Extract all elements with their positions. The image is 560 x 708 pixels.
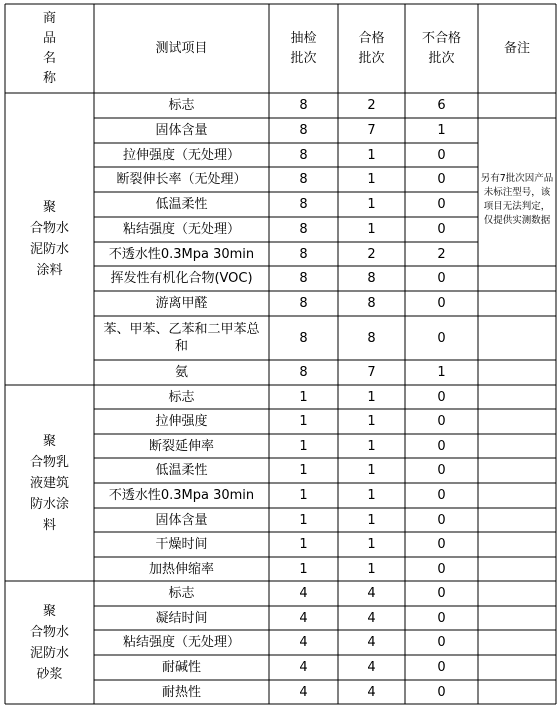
failed-batches: 2 (437, 246, 446, 262)
failed-batches: 0 (437, 389, 446, 405)
sampled-batches: 1 (299, 488, 308, 503)
failed-batches: 0 (437, 561, 446, 577)
test-item: 挥发性有机化合物(VOC) (110, 271, 253, 286)
test-item: 标志 (168, 389, 195, 405)
failed-batches: 0 (437, 271, 446, 286)
sampled-batches: 8 (299, 246, 308, 262)
passed-batches: 4 (367, 586, 376, 601)
failed-batches: 0 (437, 147, 446, 163)
failed-batches: 0 (437, 610, 446, 626)
sampled-batches: 4 (299, 635, 308, 650)
header-product-name: 商 品 名 称 (42, 10, 56, 86)
product-category: 聚 合物水 泥防水 砂浆 (29, 603, 69, 682)
failed-batches: 0 (437, 438, 446, 454)
header-test-item: 测试项目 (155, 40, 208, 56)
passed-batches: 2 (367, 246, 376, 262)
failed-batches: 6 (437, 98, 446, 113)
sampled-batches: 8 (299, 271, 308, 286)
failed-batches: 0 (437, 330, 446, 346)
passed-batches: 1 (367, 197, 376, 212)
passed-batches: 1 (367, 463, 376, 478)
failed-batches: 0 (437, 635, 446, 650)
sampled-batches: 8 (299, 330, 308, 346)
test-item: 低温柔性 (155, 197, 208, 212)
sampled-batches: 8 (299, 222, 308, 237)
passed-batches: 1 (367, 414, 376, 429)
sampled-batches: 1 (299, 414, 308, 429)
test-item: 拉伸强度（无处理） (122, 147, 240, 163)
sampled-batches: 1 (299, 561, 308, 577)
passed-batches: 4 (367, 635, 376, 650)
header-remark: 备注 (503, 40, 530, 56)
sampled-batches: 8 (299, 123, 308, 138)
passed-batches: 4 (367, 610, 376, 626)
passed-batches: 2 (367, 98, 376, 113)
passed-batches: 7 (367, 365, 376, 380)
failed-batches: 1 (437, 365, 446, 380)
test-item: 标志 (168, 586, 195, 601)
test-item: 拉伸强度 (155, 414, 208, 429)
sampled-batches: 8 (299, 296, 308, 311)
failed-batches: 0 (437, 463, 446, 478)
failed-batches: 0 (437, 172, 446, 187)
sampled-batches: 8 (299, 147, 308, 163)
sampled-batches: 8 (299, 365, 308, 380)
passed-batches: 1 (367, 222, 376, 237)
failed-batches: 0 (437, 197, 446, 212)
test-item: 固体含量 (155, 512, 208, 528)
passed-batches: 1 (367, 172, 376, 187)
test-item: 耐热性 (161, 684, 201, 700)
test-item: 断裂延伸率 (148, 438, 214, 454)
sampled-batches: 1 (299, 512, 308, 528)
failed-batches: 0 (437, 660, 446, 675)
passed-batches: 8 (367, 296, 376, 311)
test-item: 不透水性0.3Mpa 30min (108, 246, 255, 262)
failed-batches: 0 (437, 222, 446, 237)
test-item: 断裂伸长率（无处理） (116, 172, 247, 187)
test-item: 干燥时间 (155, 537, 208, 552)
failed-batches: 1 (437, 123, 446, 138)
test-item: 标志 (168, 98, 195, 113)
passed-batches: 4 (367, 684, 376, 700)
header-passed-batches: 合格 批次 (358, 30, 385, 66)
passed-batches: 1 (367, 537, 376, 552)
test-item: 固体含量 (155, 123, 208, 138)
sampled-batches: 4 (299, 586, 308, 601)
sampled-batches: 4 (299, 684, 308, 700)
sampled-batches: 4 (299, 660, 308, 675)
test-item: 低温柔性 (155, 463, 208, 478)
header-sampled-batches: 抽检 批次 (290, 30, 317, 66)
passed-batches: 1 (367, 488, 376, 503)
product-category: 聚 合物水 泥防水 涂料 (29, 200, 69, 278)
sampled-batches: 8 (299, 197, 308, 212)
product-category: 聚 合物乳 液建筑 防水涂 料 (29, 433, 69, 533)
passed-batches: 8 (367, 330, 376, 346)
passed-batches: 7 (367, 123, 376, 138)
test-item: 苯、甲苯、乙苯和二甲苯总 和 (103, 322, 260, 354)
sampled-batches: 1 (299, 463, 308, 478)
passed-batches: 4 (367, 660, 376, 675)
test-item: 凝结时间 (155, 610, 208, 626)
failed-batches: 0 (437, 488, 446, 503)
sampled-batches: 4 (299, 610, 308, 626)
passed-batches: 1 (367, 389, 376, 405)
sampled-batches: 8 (299, 98, 308, 113)
passed-batches: 1 (367, 512, 376, 528)
test-item: 粘结强度（无处理） (122, 635, 240, 650)
failed-batches: 0 (437, 684, 446, 700)
header-failed-batches: 不合格 批次 (421, 30, 461, 66)
passed-batches: 8 (367, 271, 376, 286)
failed-batches: 0 (437, 296, 446, 311)
failed-batches: 0 (437, 414, 446, 429)
failed-batches: 0 (437, 537, 446, 552)
test-item: 粘结强度（无处理） (122, 222, 240, 237)
sampled-batches: 1 (299, 537, 308, 552)
test-item: 加热伸缩率 (148, 561, 214, 577)
test-item: 游离甲醛 (155, 296, 208, 311)
failed-batches: 0 (437, 586, 446, 601)
passed-batches: 1 (367, 147, 376, 163)
failed-batches: 0 (437, 512, 446, 528)
passed-batches: 1 (367, 438, 376, 454)
passed-batches: 1 (367, 561, 376, 577)
test-item: 氨 (174, 365, 188, 380)
sampled-batches: 8 (299, 172, 308, 187)
remark-note: 另有7批次因产品未标注型号，该项目无法判定，仅提供实测数据 (480, 173, 554, 226)
sampled-batches: 1 (299, 389, 308, 405)
test-item: 不透水性0.3Mpa 30min (108, 488, 255, 503)
test-item: 耐碱性 (161, 660, 201, 675)
sampled-batches: 1 (299, 438, 308, 454)
